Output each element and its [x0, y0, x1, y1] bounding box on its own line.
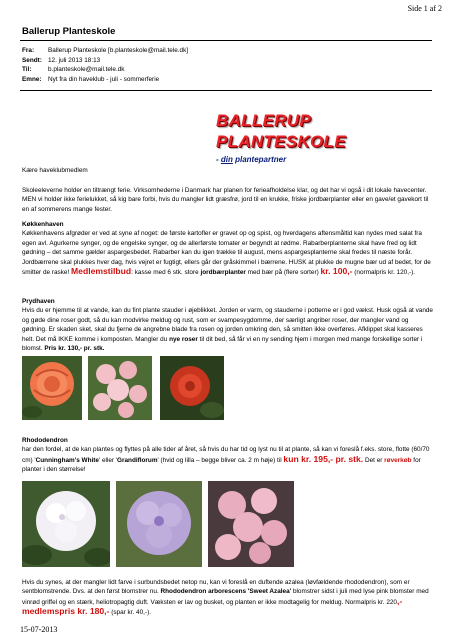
azalea-paragraph: Hvis du synes, at der mangler lidt farve i surbundsbedet netop nu, kan vi foreslå en duftende azalea (løvfældende rhododendron), som er sentblomstrende. Dvs. at den først blomstrer nu. Rhododendron arborescens 'Sweet Azalea' blomstrer sidst i juli med lyse pink blomster med vinrød griffel og en stærk, heliotropagtig duft. Væksten er lav og busket, og planten er ikke modtagelig for meldug. Normalpris kr. 220,- medlemspris kr. 180,- (spar kr. 40,-).	[22, 579, 429, 617]
from-value: Ballerup Planteskole [b.planteskole@mail.tele.dk]	[48, 47, 189, 54]
sent-value: 12. juli 2013 18:13	[48, 56, 101, 64]
kitchen-section	[22, 220, 434, 277]
document-title: Ballerup Planteskole	[22, 26, 116, 37]
title-divider	[20, 40, 432, 41]
prydhaven-heading: Prydhaven	[22, 298, 55, 305]
email-header	[22, 46, 432, 84]
to-row	[22, 65, 432, 75]
greeting: Kære haveklubmedlem	[22, 167, 88, 174]
prydhaven-paragraph: Hvis du er hjemme til at vande, kan du fint plante stauder i øjeblikket. Jorden er varm, og stauderne i potterne er i god vækst. Husk også at vande og gøde dine roser godt, så du kan modvirke meldug og rust, som er svampesygdomme, der særligt angriber roser, der mangler vand og gødning. Er skaden sket, skal du fjerne de angrebne blade fra rosen og jorden omkring den, så smitten ikke overføres. Afklippet skal kasseres helt. Det må IKKE komme i komposten. Mangler du nye roser til dit bed, så får vi en ny sending hjem i morgen med mange forskellige sorter i blomst. Pris kr. 130,- pr. stk.	[22, 307, 433, 353]
prydhaven-section	[22, 297, 434, 353]
footer-date: 15-07-2013	[20, 625, 58, 634]
sent-row	[22, 56, 432, 66]
brand-tagline: - din plantepartner	[216, 155, 287, 164]
header-divider	[20, 90, 432, 91]
subject-row	[22, 75, 432, 85]
page-number: Side 1 af 2	[407, 4, 442, 13]
rhodo-photo-lilac	[116, 481, 202, 567]
brand-line-2: PLANTESKOLE	[216, 132, 346, 151]
to-label: Til:	[22, 66, 32, 74]
subject-value: Nyt fra din haveklub - juli - sommerferie	[48, 75, 160, 83]
from-row	[22, 46, 432, 56]
subject-label: Emne:	[22, 75, 42, 83]
to-value: b.planteskole@mail.tele.dk	[48, 66, 125, 74]
brand-line-1: BALLERUP	[216, 111, 311, 130]
rhodo-paragraph: har den fordel, at de kan plantes og flyttes på alle tider af året, så hvis du har tid og lyst nu til at plante, så kan vi foreslå f.eks. store, flotte (60/70 cm) 'Cunningham's White' eller 'Grandiflorum' (hvid og lilla – begge bliver ca. 2 m høje) til kun kr. 195,- pr. stk. Det er røverkøb for planter i den størrelse!	[22, 446, 430, 474]
rose-photo-pink	[88, 356, 152, 420]
azalea-section	[22, 578, 434, 618]
rhodo-photo-white	[22, 481, 110, 567]
azalea-photo-pink	[208, 481, 294, 567]
rose-photo-orange	[22, 356, 82, 420]
brand-logo	[216, 110, 416, 164]
rose-photo-red	[160, 356, 224, 420]
intro-paragraph: Skoleeleverne holder en tiltrængt ferie. Virksomhederne i Danmark har planen for ferieafholdelse klar, og det har vi også i dit lokale havecenter. MEN vi holder ikke ferielukket, så kig bare forbi, hvis du mangler lidt græsfrø, jord til en krukke, friske jordbærplanter eller en gave/et gavekort til en af sommerens mange fester.	[22, 187, 429, 213]
kitchen-paragraph: Køkkenhavens afgrøder er ved at syne af noget: de første kartofler er gravet op og spist, og hverdagens aftensmåltid kan nydes med salat fra egen avl. Agurkerne synger, og de engelske synger, og de allerførste tomater er begyndt at rødme. Rabarberplanterne skal have fred og lidt gødning – det samme gælder aspargesbedet. Rabarber kan du igen trække til august, mens aspargesplanterne skal fredes til næste forår. Jordbærrene skal plukkes hver dag, hvis vejret er fugtigt, ellers går der gråskimmel i bærrene. HUSK at plukke de mugne bær ud af bedet, for de smitter de raske! Medlemstilbud: kasse med 6 stk. store jordbærplanter med bær på (flere sorter) kr. 100,- (normalpris kr. 120,-).	[22, 230, 431, 277]
sent-label: Sendt:	[22, 56, 42, 64]
rhodo-section	[22, 436, 434, 475]
kitchen-heading: Køkkenhaven	[22, 221, 64, 228]
from-label: Fra:	[22, 47, 35, 54]
rhodo-heading: Rhododendron	[22, 437, 68, 444]
